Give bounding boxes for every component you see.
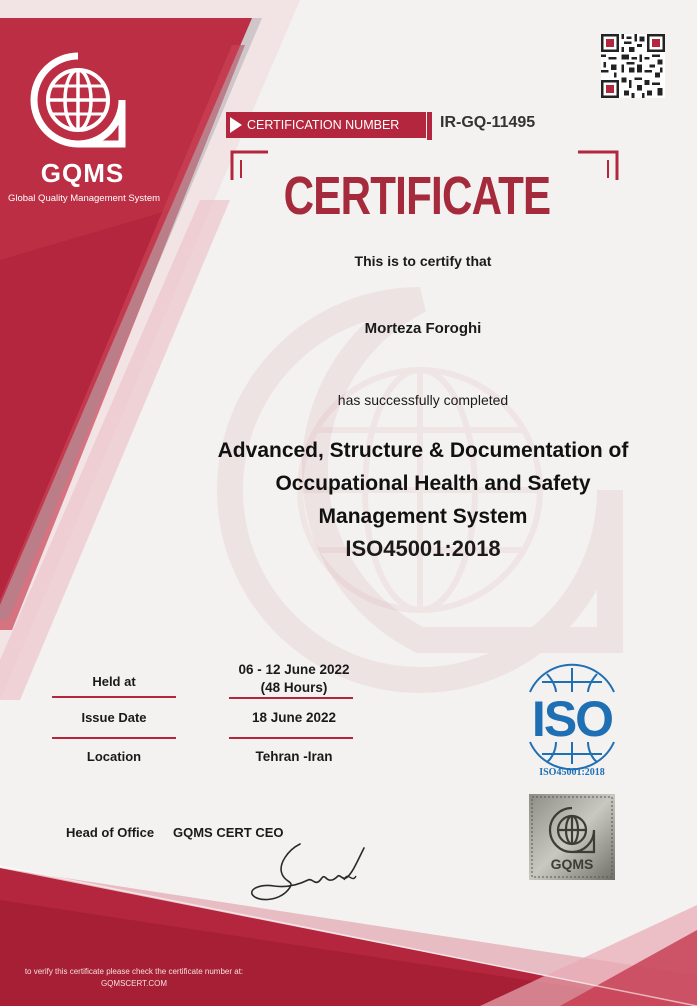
course-title — [150, 434, 696, 533]
certification-number-label: CERTIFICATION NUMBER — [226, 112, 426, 138]
course-title-line: Advanced, Structure & Documentation of — [217, 439, 629, 462]
signature-title: GQMS CERT CEO — [173, 825, 284, 840]
course-title-line: Occupational Health and Safety — [275, 472, 591, 495]
standard-name: ISO45001:2018 — [345, 536, 501, 561]
logo-subtitle: Global Quality Management System — [7, 193, 161, 204]
hologram-text: GQMS — [550, 856, 594, 872]
issue-date-label: Issue Date — [81, 710, 147, 725]
certify-intro: This is to certify that — [354, 253, 492, 269]
divider — [52, 737, 176, 739]
iso-caption: ISO45001:2018 — [539, 767, 605, 777]
iso-mark: ISO — [531, 691, 613, 747]
qr-code-icon — [601, 34, 665, 98]
logo-name: GQMS — [40, 158, 125, 188]
certification-number-divider — [427, 112, 432, 140]
certificate-title: CERTIFICATE — [283, 166, 551, 226]
gqms-logo-icon — [28, 50, 128, 150]
certification-number-value: IR-GQ-11495 — [440, 114, 536, 131]
verification-note — [4, 966, 264, 990]
handwritten-signature — [248, 840, 378, 906]
hologram-seal-icon — [529, 794, 615, 880]
held-at-date: 06 - 12 June 2022 — [238, 662, 350, 677]
location-value: Tehran -Iran — [255, 749, 333, 764]
held-at-label: Held at — [92, 674, 136, 689]
held-at-duration: (48 Hours) — [260, 680, 328, 695]
course-title-line: Management System — [318, 505, 528, 528]
completion-text: has successfully completed — [337, 392, 509, 408]
verification-url[interactable]: GQMSCERT.COM — [100, 979, 168, 988]
arrow-right-icon — [230, 117, 242, 133]
signature-label: Head of Office — [66, 825, 155, 840]
location-label: Location — [86, 749, 142, 764]
issue-date-value: 18 June 2022 — [251, 710, 337, 725]
divider — [229, 737, 353, 739]
divider — [229, 697, 353, 699]
recipient-name: Morteza Foroghi — [364, 320, 482, 337]
iso-badge-icon — [512, 662, 632, 777]
verification-line: to verify this certificate please check the certificate number at: — [24, 967, 244, 976]
divider — [52, 696, 176, 698]
